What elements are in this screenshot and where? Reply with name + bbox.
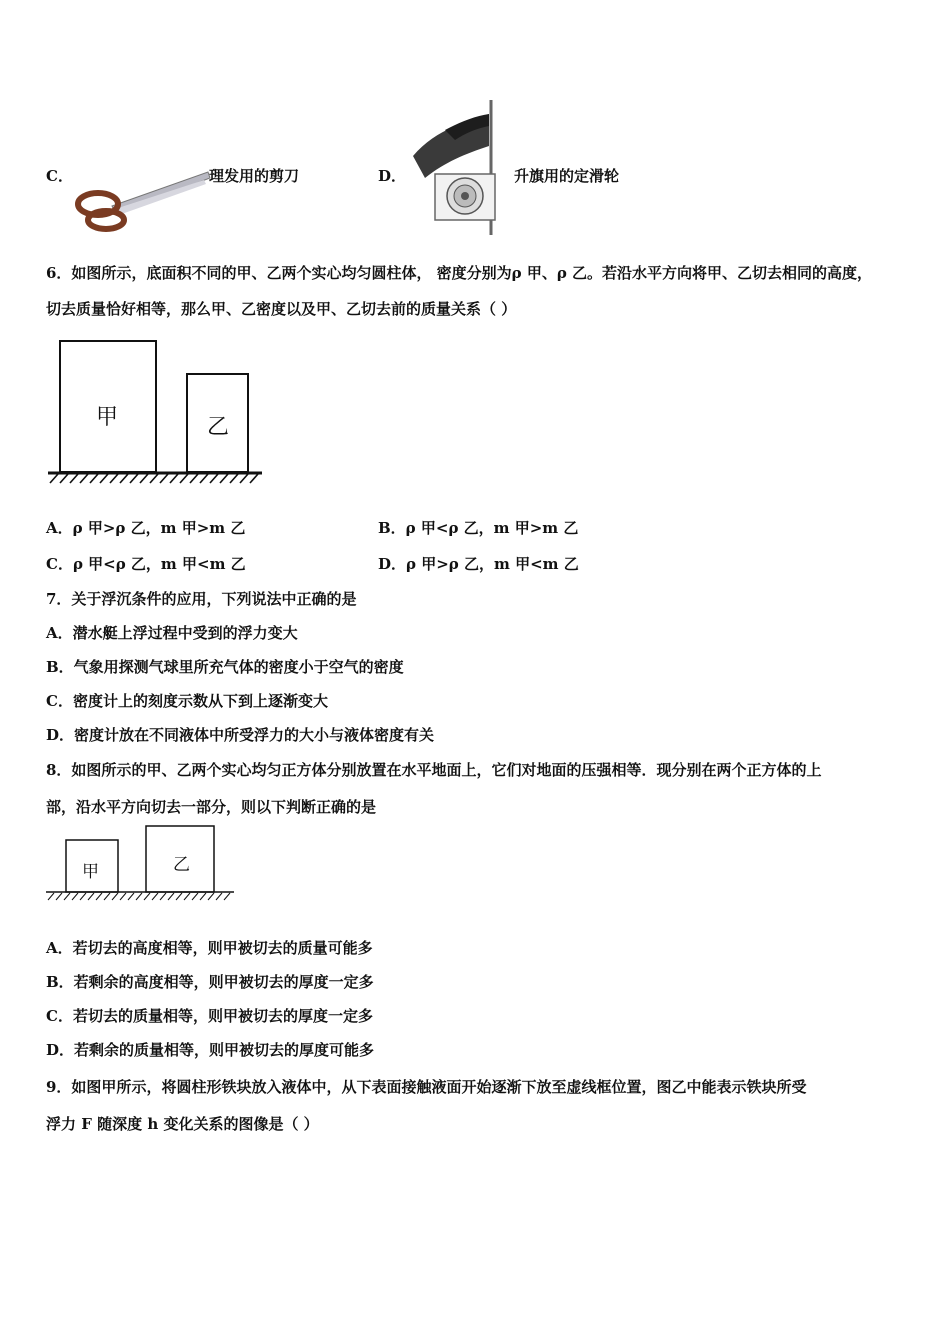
q7-stem: 7．关于浮沉条件的应用，下列说法中正确的是 — [46, 590, 357, 608]
q6-option-d: D．ρ 甲>ρ 乙，m 甲<m 乙 — [378, 555, 579, 573]
q9-stem-line2: 浮力 F 随深度 h 变化关系的图像是（ ） — [46, 1115, 319, 1133]
flag-pulley-image — [405, 100, 505, 235]
q5-option-c-letter: C． — [46, 167, 73, 185]
q7-option-a: A．潜水艇上浮过程中受到的浮力变大 — [46, 624, 298, 642]
q8-option-a: A．若切去的高度相等，则甲被切去的质量可能多 — [46, 939, 373, 957]
q8-stem-line1: 8．如图所示的甲、乙两个实心均匀正方体分别放置在水平地面上，它们对地面的压强相等．现分别在两个正方体的上 — [46, 761, 822, 779]
q5-option-d-letter: D． — [378, 167, 407, 185]
q7-option-d: D．密度计放在不同液体中所受浮力的大小与液体密度有关 — [46, 726, 435, 744]
q8-option-d: D．若剩余的质量相等，则甲被切去的厚度可能多 — [46, 1041, 375, 1059]
q9-stem-line1: 9．如图甲所示，将圆柱形铁块放入液体中，从下表面接触液面开始逐渐下放至虚线框位置，图乙中能表示铁块所受 — [46, 1078, 807, 1096]
q6-stem-line1: 6．如图所示，底面积不同的甲、乙两个实心均匀圆柱体， 密度分别为ρ 甲、ρ 乙。若沿水平方向将甲、乙切去相同的高度， — [46, 264, 873, 282]
q6-option-c: C．ρ 甲<ρ 乙，m 甲<m 乙 — [46, 555, 246, 573]
q7-option-c: C．密度计上的刻度示数从下到上逐渐变大 — [46, 692, 328, 710]
q8-stem-line2: 部，沿水平方向切去一部分，则以下判断正确的是 — [46, 798, 377, 816]
q8-option-c: C．若切去的质量相等，则甲被切去的厚度一定多 — [46, 1007, 373, 1025]
q8-figure — [46, 824, 238, 904]
q6-figure — [46, 336, 268, 486]
q6-stem-line2: 切去质量恰好相等，那么甲、乙密度以及甲、乙切去前的质量关系（ ） — [46, 300, 517, 318]
q7-option-b: B．气象用探测气球里所充气体的密度小于空气的密度 — [46, 658, 404, 676]
q8-label-jia: 甲 — [82, 862, 99, 882]
q5-option-c-text: 理发用的剪刀 — [209, 167, 300, 185]
q6-option-a: A．ρ 甲>ρ 乙，m 甲>m 乙 — [46, 519, 246, 537]
scissors-image — [72, 168, 212, 238]
q8-label-yi: 乙 — [173, 855, 190, 875]
q6-option-b: B．ρ 甲<ρ 乙，m 甲>m 乙 — [378, 519, 579, 537]
q6-label-jia: 甲 — [96, 405, 119, 430]
q8-option-b: B．若剩余的高度相等，则甲被切去的厚度一定多 — [46, 973, 374, 991]
q6-label-yi: 乙 — [207, 415, 230, 440]
q5-option-d-text: 升旗用的定滑轮 — [514, 167, 620, 185]
